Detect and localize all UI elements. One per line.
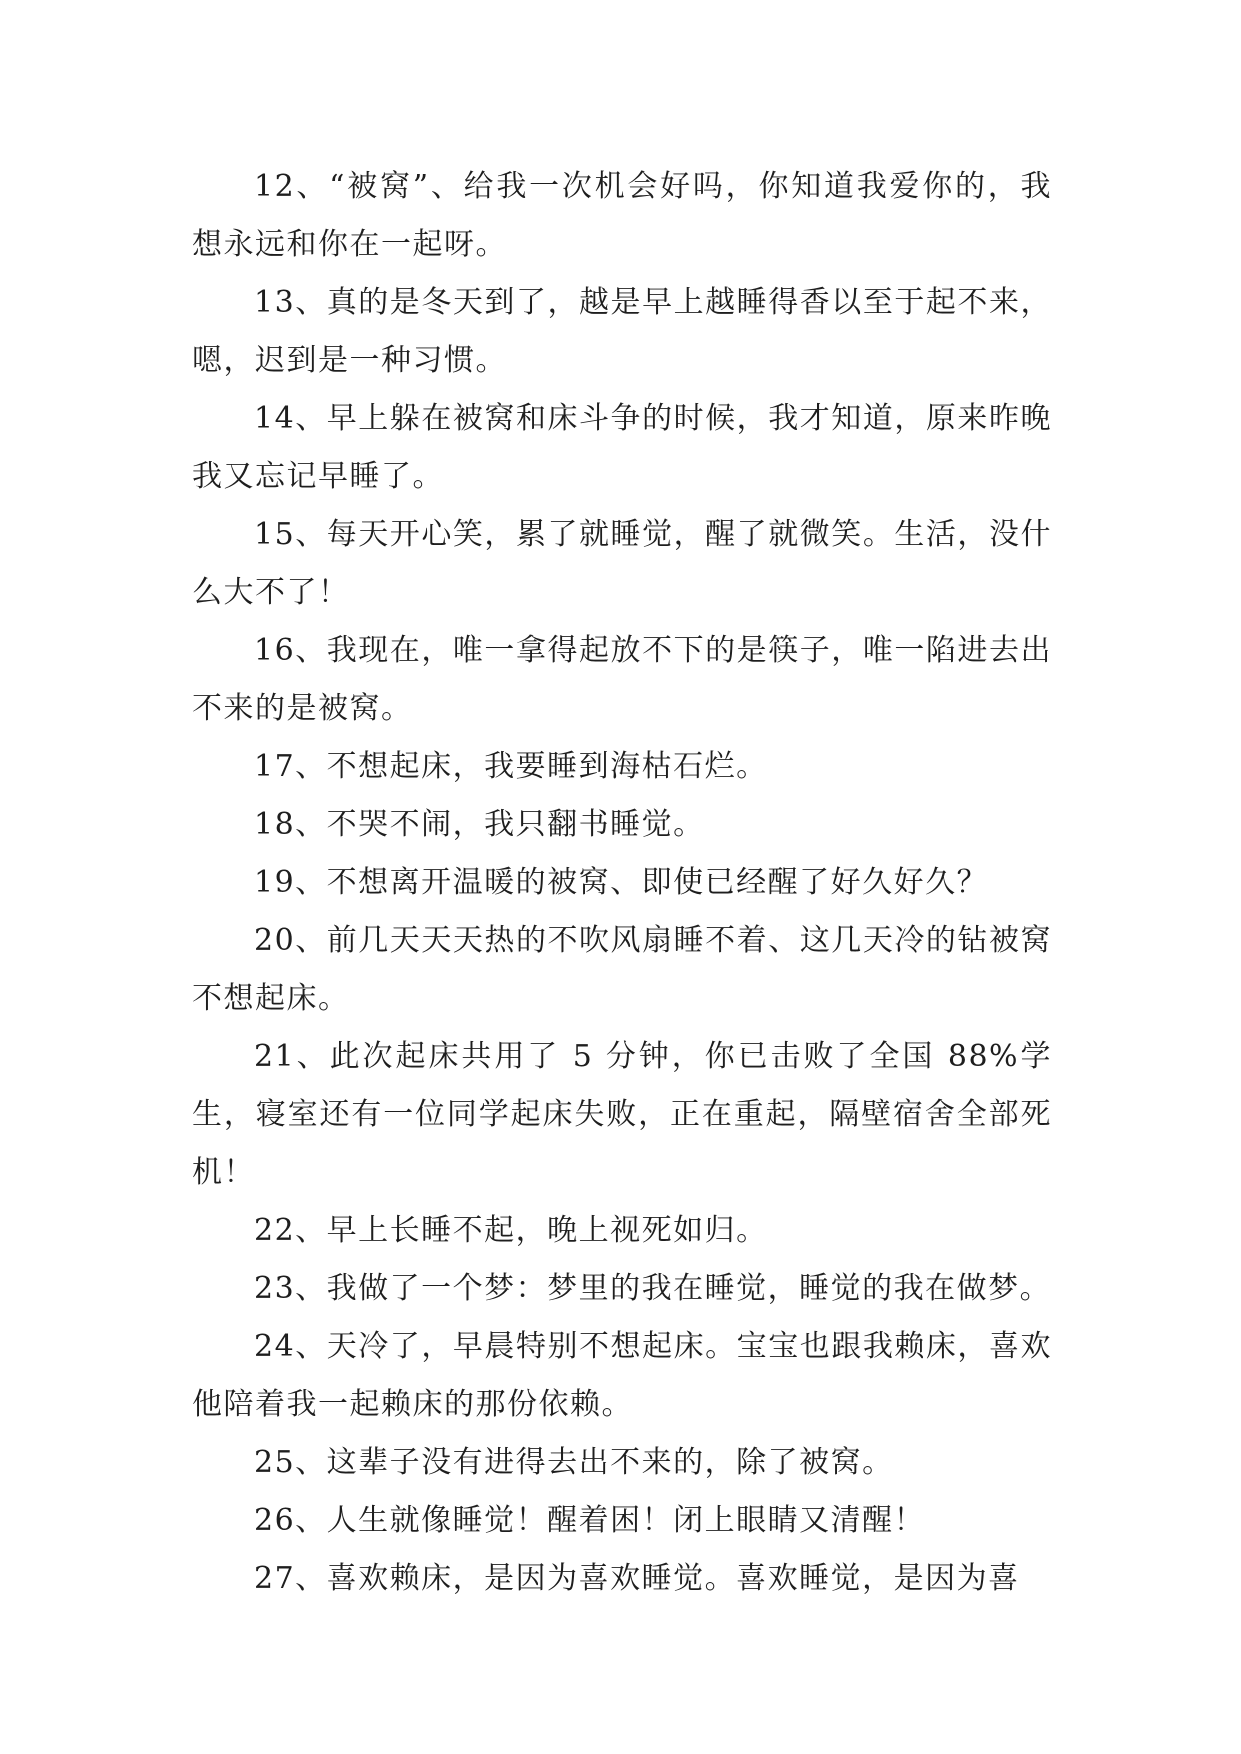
- paragraph-23: 23、我做了一个梦：梦里的我在睡觉，睡觉的我在做梦。: [254, 1271, 1052, 1306]
- paragraph-21: 21、此次起床共用了 5 分钟，你已击败了全国 88%学生，寝室还有一位同学起床失败，正在重起，隔壁宿舍全部死机！: [192, 1039, 1052, 1190]
- paragraph-15: 15、每天开心笑，累了就睡觉，醒了就微笑。生活，没什么大不了！: [192, 517, 1052, 610]
- document-body: [192, 158, 1052, 1608]
- paragraph-27: 27、喜欢赖床，是因为喜欢睡觉。喜欢睡觉，是因为喜: [254, 1561, 1020, 1596]
- paragraph-12: 12、“被窝”、给我一次机会好吗，你知道我爱你的，我想永远和你在一起呀。: [192, 169, 1052, 262]
- paragraph-25: 25、这辈子没有进得去出不来的，除了被窝。: [254, 1445, 894, 1480]
- paragraph-19: 19、不想离开温暖的被窝、即使已经醒了好久好久？: [254, 865, 989, 900]
- paragraph-26: 26、人生就像睡觉！醒着困！闭上眼睛又清醒！: [254, 1503, 926, 1538]
- paragraph-17: 17、不想起床，我要睡到海枯石烂。: [254, 749, 768, 784]
- paragraph-13: 13、真的是冬天到了，越是早上越睡得香以至于起不来，嗯，迟到是一种习惯。: [192, 285, 1052, 378]
- paragraph-20: 20、前几天天天热的不吹风扇睡不着、这几天冷的钻被窝不想起床。: [192, 923, 1052, 1016]
- paragraph-14: 14、早上躲在被窝和床斗争的时候，我才知道，原来昨晚我又忘记早睡了。: [192, 401, 1052, 494]
- paragraph-22: 22、早上长睡不起，晚上视死如归。: [254, 1213, 768, 1248]
- paragraph-16: 16、我现在，唯一拿得起放不下的是筷子，唯一陷进去出不来的是被窝。: [192, 633, 1052, 726]
- paragraph-24: 24、天冷了，早晨特别不想起床。宝宝也跟我赖床，喜欢他陪着我一起赖床的那份依赖。: [192, 1329, 1052, 1422]
- paragraph-18: 18、不哭不闹，我只翻书睡觉。: [254, 807, 705, 842]
